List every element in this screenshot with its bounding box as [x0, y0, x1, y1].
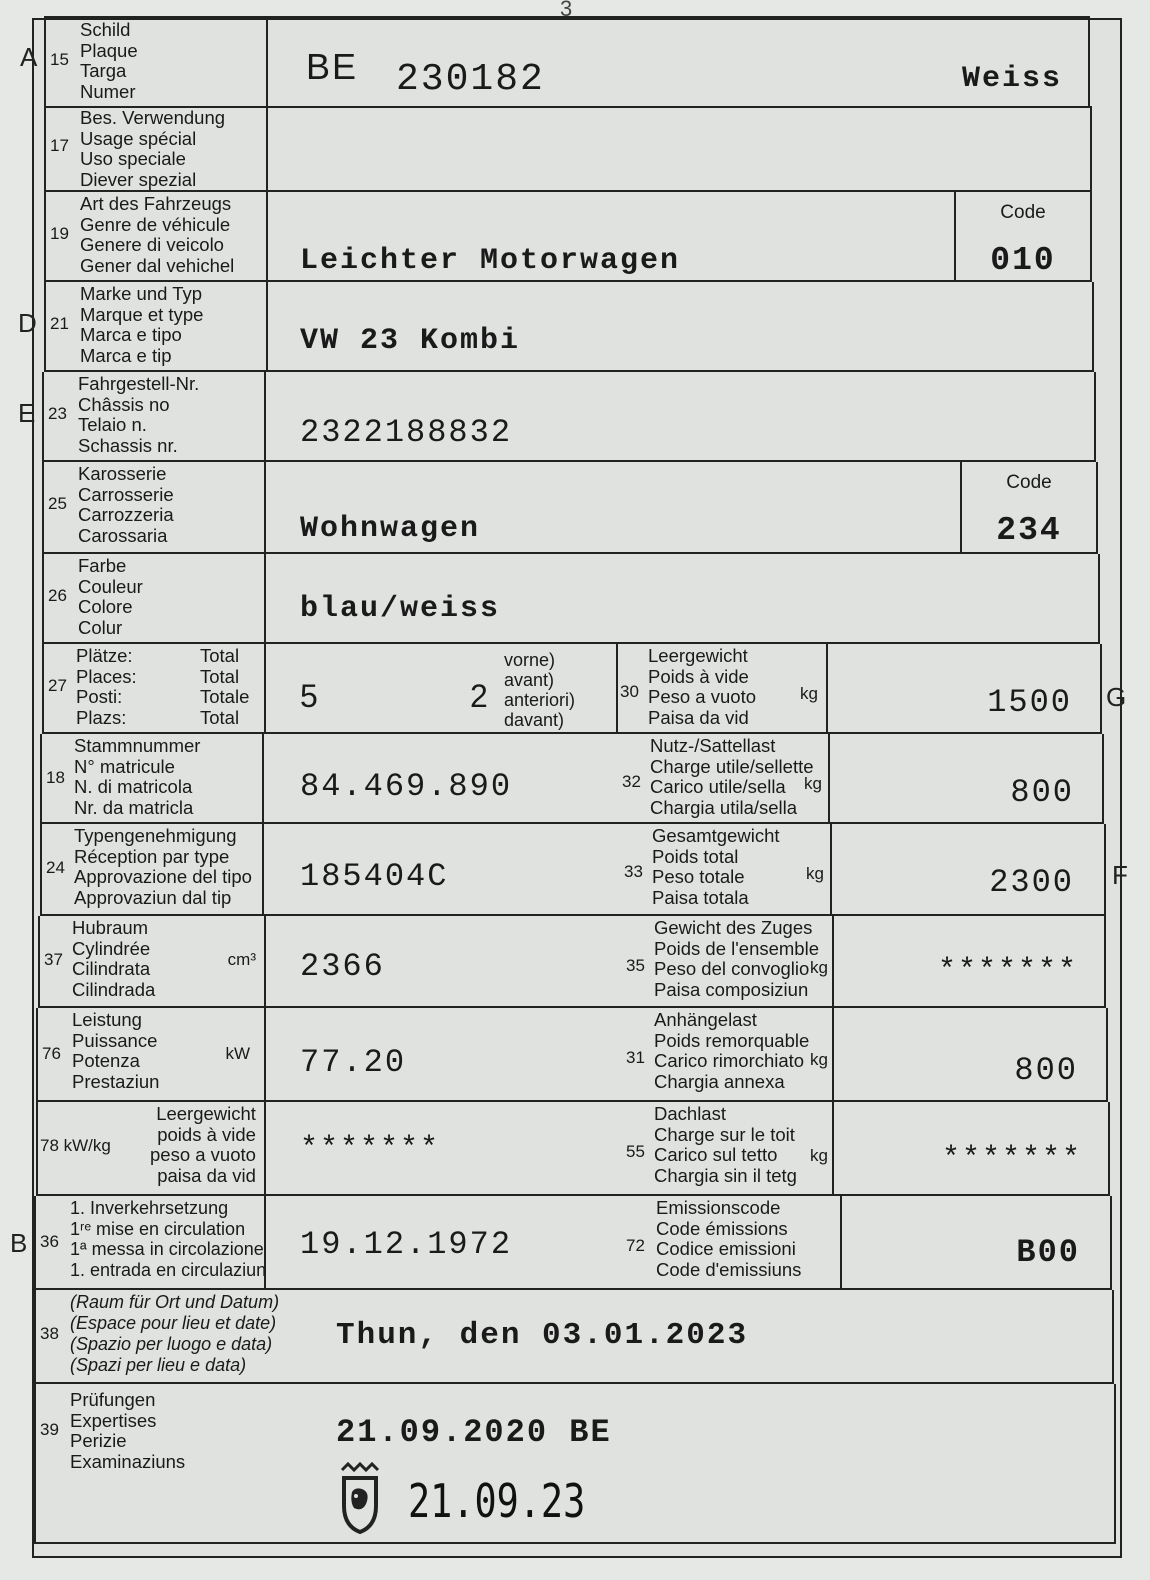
row-plate: [44, 16, 1090, 108]
front-labels: vorne) avant) anteriori) davant): [504, 650, 576, 730]
row-make-model: 21 Marke und Typ Marque et type Marca e tipo Marca e tip VW 23 Kombi: [44, 282, 1094, 372]
make-model-value: VW 23 Kombi: [300, 324, 521, 358]
body-code-box: Code 234: [960, 462, 1096, 552]
canton-code: BE: [306, 46, 359, 87]
side-letter-e: E: [18, 398, 36, 428]
inspection-value: 21.09.2020 BE: [336, 1414, 612, 1451]
trailer-load-value: 800: [1014, 1052, 1078, 1089]
label-roof-load: 55 Dachlast Charge sur le toit Carico sul tetto Chargia sin il tetg kg: [622, 1102, 834, 1194]
seats-front: 2: [470, 678, 490, 714]
empty-weight-value: 1500: [987, 684, 1072, 721]
side-letter-f: F: [1112, 860, 1128, 890]
canton-bear-stamp-icon: [336, 1462, 384, 1534]
side-letter-d: D: [18, 308, 37, 338]
plate-number: 230182: [396, 58, 545, 101]
inspection-labels: Prüfungen Expertises Perizie Examinaziuns: [70, 1389, 186, 1472]
label-lines: Schild Plaque Targa Numer: [80, 19, 138, 102]
side-letter-a: A: [20, 42, 38, 72]
row-place-date: 38 (Raum für Ort und Datum) (Espace pour lieu et date) (Spazio per luogo e data) (Spazi per lieu e data) Thun, den 03.01.2023: [34, 1290, 1114, 1384]
page-number: 3: [560, 0, 573, 21]
seats-total: 5: [300, 678, 320, 714]
row-color: 26 Farbe Couleur Colore Colur blau/weiss: [42, 554, 1100, 644]
total-weight-value: 2300: [989, 864, 1074, 901]
first-registration-value: 19.12.1972: [300, 1226, 513, 1263]
payload-value: 800: [1010, 774, 1074, 811]
row-power: 76 Leistung Puissance Potenza Prestaziun kW 77.20 31 Anhängelast Poids remorquable Carico rimorchiato Chargia annexa kg 800: [36, 1008, 1108, 1102]
plate-color: Weiss: [961, 62, 1062, 96]
emission-code-value: B00: [1016, 1234, 1080, 1271]
vehicle-type-value: Leichter Motorwagen: [300, 244, 681, 278]
type-approval-value: 185404C: [300, 858, 449, 895]
label-emission-code: 72 Emissionscode Code émissions Codice emissioni Code d'emissiuns: [622, 1196, 842, 1288]
displacement-value: 2366: [300, 948, 385, 985]
row-special-use: 17 Bes. Verwendung Usage spécial Uso speciale Diever spezial: [44, 106, 1092, 192]
inspection-stamp-date: 21.09.23: [408, 1474, 586, 1528]
label-total-weight: 33 Gesamtgewicht Poids total Peso totale Paisa totala kg: [620, 824, 832, 914]
master-number-value: 84.469.890: [300, 768, 513, 805]
row-inspections: 39 Prüfungen Expertises Perizie Examinaziuns 21.09.2020 BE 21.09.23: [34, 1384, 1116, 1544]
row-first-registration: 36 1. Inverkehrsetzung 1ʳᵉ mise en circulation 1ª messa in circolazione 1. entrada en circulaziun 19.12.1972 72 Emissionscode Code émissions Codice emissioni Code d'emissiuns B00: [34, 1196, 1112, 1290]
power-weight-value: *******: [300, 1132, 441, 1166]
side-letter-g: G: [1106, 682, 1127, 712]
label-payload: 32 Nutz-/Sattellast Charge utile/sellette Carico utile/sella Chargia utila/sella kg: [618, 734, 830, 822]
chassis-value: 2322188832: [300, 414, 513, 451]
row-master-number: 18 Stammnummer N° matricule N. di matricola Nr. da matricla 84.469.890 32 Nutz-/Sattellast Charge utile/sellette Carico utile/sella Chargia utila/sella kg 800: [40, 734, 1104, 824]
vehicle-type-code: 010: [990, 242, 1056, 279]
label-empty-weight: 30 Leergewicht Poids à vide Peso a vuoto Paisa da vid kg: [616, 644, 828, 732]
label-combination-weight: 35 Gewicht des Zuges Poids de l'ensemble Peso del convoglio Paisa composiziun kg: [622, 916, 834, 1006]
place-date-labels: (Raum für Ort und Datum) (Espace pour lieu et date) (Spazio per luogo e data) (Spazi per lieu e data): [70, 1292, 280, 1375]
place-date-value: Thun, den 03.01.2023: [336, 1318, 749, 1353]
side-letter-b: B: [10, 1228, 28, 1258]
row-vehicle-type: 19 Art des Fahrzeugs Genre de véhicule Genere di veicolo Gener dal vehichel Leichter Motorwagen Code 010: [44, 192, 1092, 282]
row-power-weight: 78 kW/kg Leergewicht poids à vide peso a vuoto paisa da vid ******* 55 Dachlast Charge sur le toit Carico sul tetto Chargia sin il tetg kg *******: [36, 1102, 1110, 1196]
vehicle-type-code-box: Code 010: [954, 192, 1090, 280]
body-value: Wohnwagen: [300, 512, 481, 546]
row-seats: 27 Plätze: Places: Posti: Plazs: Total Total Totale Total 5 2 vorne) avant) anteriori) davant) 30 Leergewicht Poids à vide Peso a vuoto Paisa da vid kg 1500: [42, 644, 1102, 734]
roof-load-value: *******: [941, 1142, 1082, 1176]
row-body: 25 Karosserie Carrosserie Carrozzeria Carossaria Wohnwagen Code 234: [42, 462, 1098, 554]
row-type-approval: 24 Typengenehmigung Réception par type Approvazione del tipo Approvaziun dal tip 185404C 33 Gesamtgewicht Poids total Peso totale Paisa totala kg 2300: [40, 824, 1106, 916]
color-value: blau/weiss: [300, 592, 501, 626]
body-code: 234: [996, 512, 1062, 549]
label-trailer-load: 31 Anhängelast Poids remorquable Carico rimorchiato Chargia annexa kg: [622, 1008, 834, 1100]
power-value: 77.20: [300, 1044, 407, 1081]
row-displacement: 37 Hubraum Cylindrée Cilindrata Cilindrada cm³ 2366 35 Gewicht des Zuges Poids de l'ensemble Peso del convoglio Paisa composiziun kg *******: [38, 916, 1106, 1008]
combination-weight-value: *******: [937, 954, 1078, 988]
label-plate: 15 Schild Plaque Targa Numer: [46, 18, 268, 106]
row-chassis: 23 Fahrgestell-Nr. Châssis no Telaio n. Schassis nr. 2322188832: [42, 372, 1096, 462]
